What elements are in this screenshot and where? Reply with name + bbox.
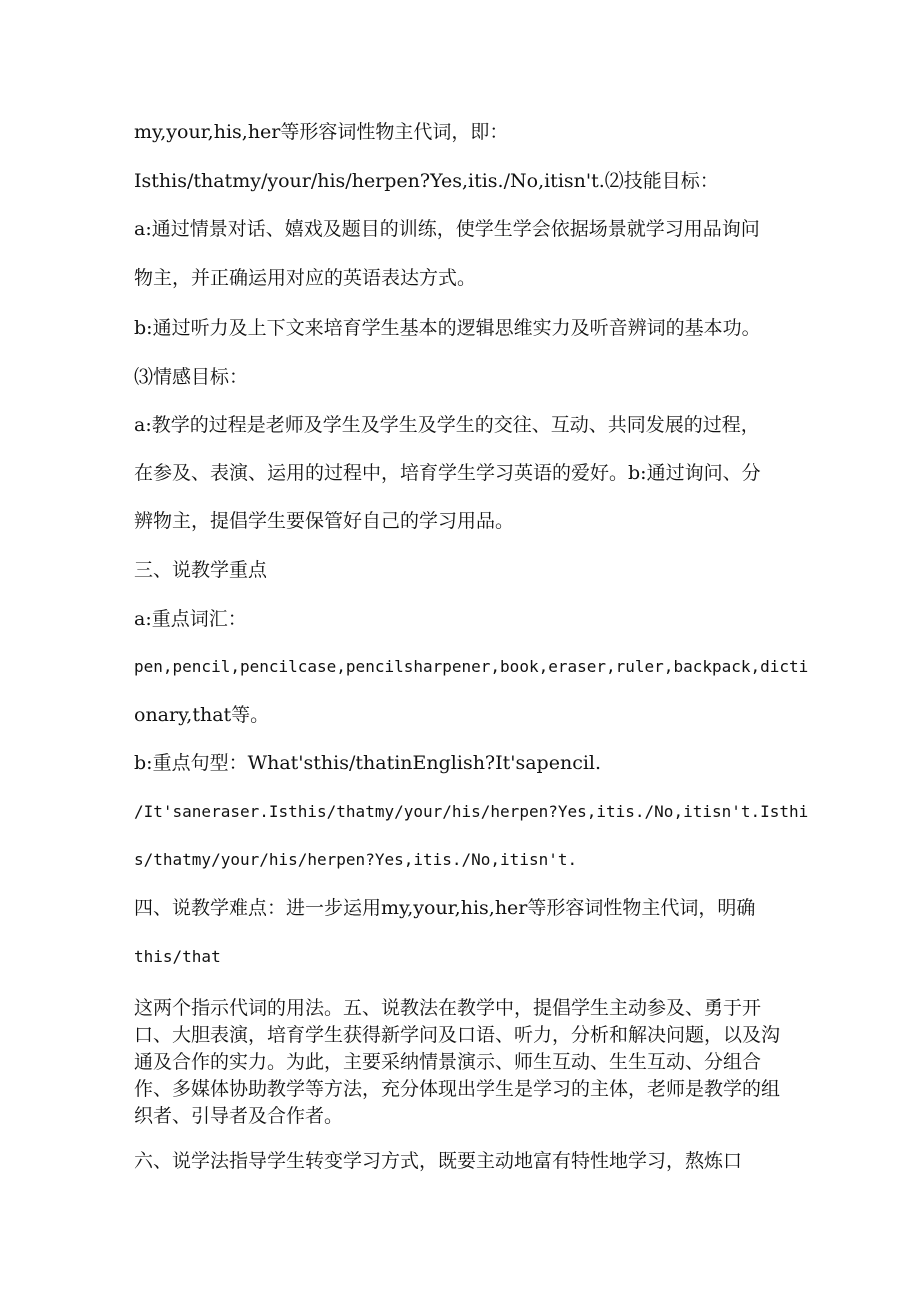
text-line: a:通过情景对话、嬉戏及题目的训练，使学生学会依据场景就学习用品询问 [134,218,760,240]
text-line: a:教学的过程是老师及学生及学生及学生的交往、互动、共同发展的过程， [134,414,760,436]
text-line: this/that [134,947,221,966]
text-line: 在参及、表演、运用的过程中，培育学生学习英语的爱好。b:通过询问、分 [134,462,761,484]
text-line: s/thatmy/your/his/herpen?Yes,itis./No,itisn't. [134,850,578,869]
text-line: Isthis/thatmy/your/his/herpen?Yes,itis./No,itisn't.⑵技能目标： [134,170,719,192]
text-line: b:重点句型：What'sthis/thatinEnglish?It'sapencil. [134,752,602,774]
section-heading: 四、说教学难点：进一步运用my,your,his,her等形容词性物主代词，明确 [134,897,756,919]
section-heading: 六、说学法指导学生转变学习方式，既要主动地富有特性地学习，熬炼口 [134,1150,743,1172]
text-line: onary,that等。 [134,704,270,726]
paragraph: 这两个指示代词的用法。五、说教法在教学中，提倡学生主动参及、勇于开口、大胆表演，培育学生获得新学问及口语、听力，分析和解决问题，以及沟通及合作的实力。为此，主要采纳情景演示、师生互动、生生互动、分组合作、多媒体协助教学等方法，充分体现出学生是学习的主体，老师是教学的组织者、引导者及合作者。 [134,997,781,1127]
text-line: my,your,his,her等形容词性物主代词，即： [134,121,509,143]
text-line: /It'saneraser.Isthis/thatmy/your/his/herpen?Yes,itis./No,itisn't.Isthi [134,802,809,821]
text-line: 物主，并正确运用对应的英语表达方式。 [134,267,477,289]
section-heading: ⑶情感目标： [134,366,249,388]
text-line: pen,pencil,pencilcase,pencilsharpener,book,eraser,ruler,backpack,dicti [134,657,809,676]
text-line: b:通过听力及上下文来培育学生基本的逻辑思维实力及听音辨词的基本功。 [134,317,761,339]
section-heading: 三、说教学重点 [134,559,268,581]
text-line: 辨物主，提倡学生要保管好自己的学习用品。 [134,510,515,532]
text-line: a:重点词汇： [134,608,247,630]
